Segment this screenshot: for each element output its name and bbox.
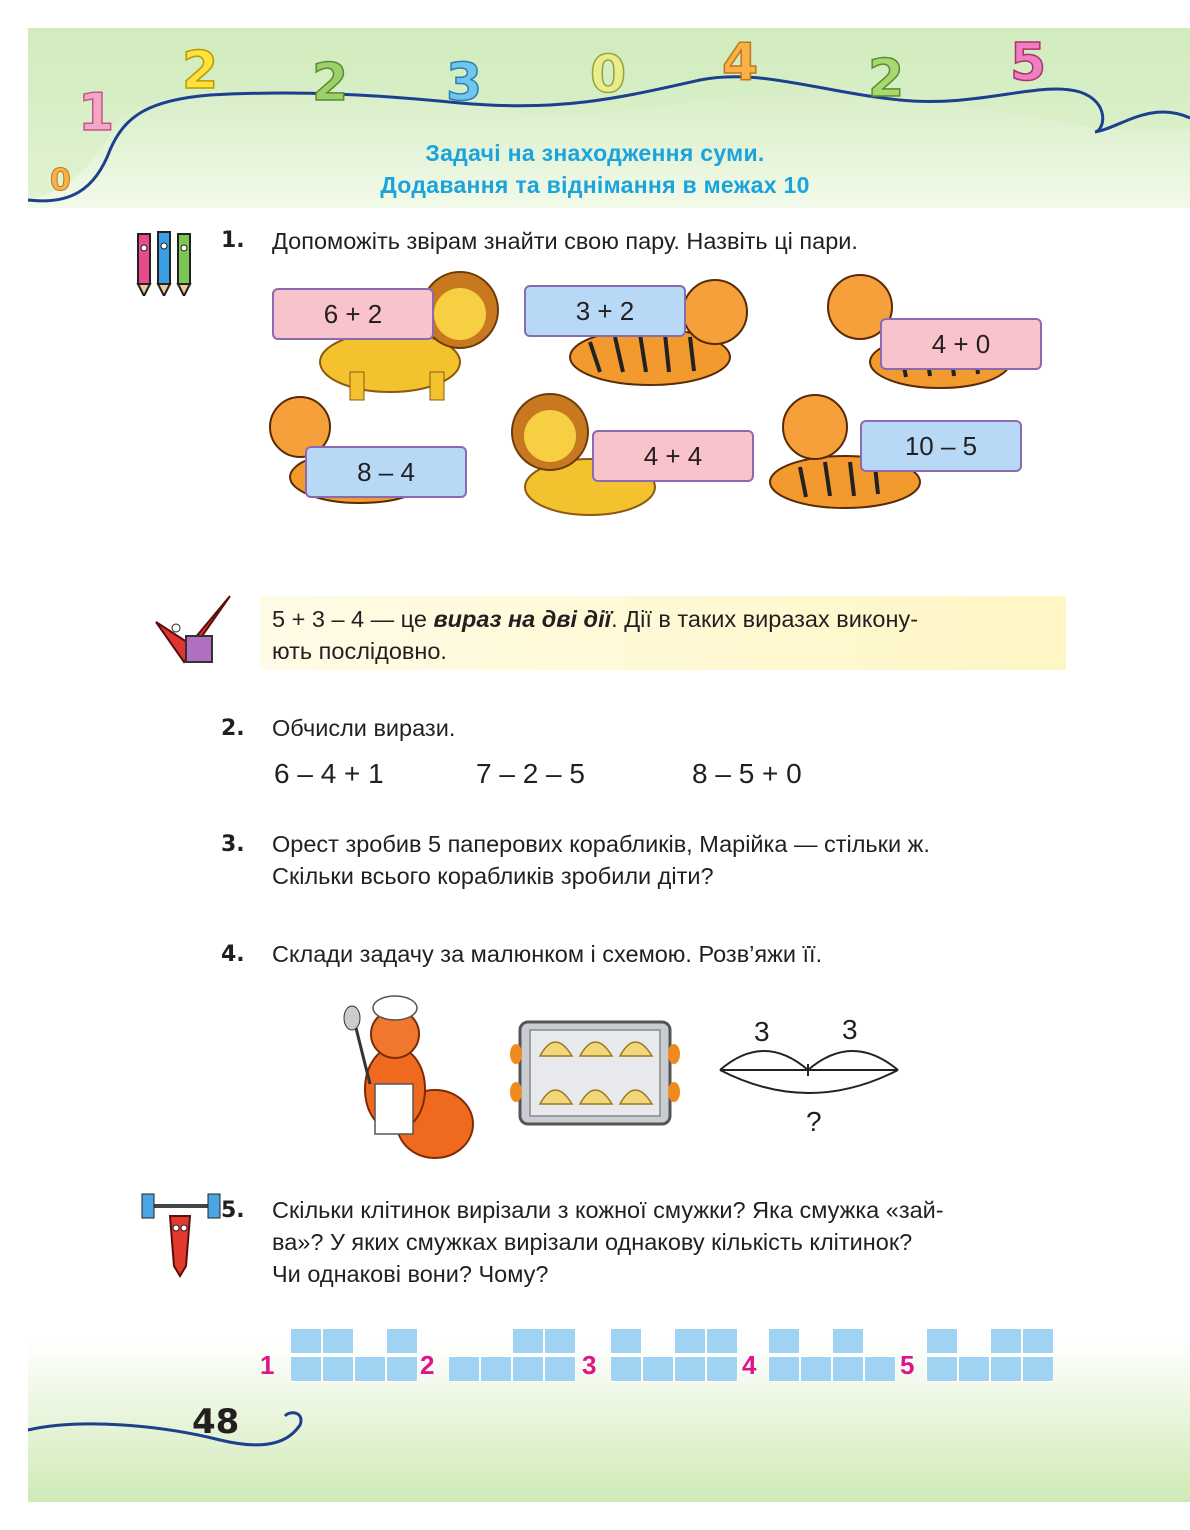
- baking-tray-illustration: [510, 1018, 680, 1128]
- svg-text:3: 3: [446, 53, 483, 113]
- strip-cell: [990, 1356, 1022, 1382]
- task3-line2: Скільки всього корабликів зробили діти?: [272, 863, 714, 889]
- strip-cell: [768, 1328, 800, 1354]
- rule-emphasis: вираз на дві дії: [433, 606, 612, 632]
- strip-cell: [926, 1328, 958, 1354]
- strip-cell: [674, 1328, 706, 1354]
- svg-text:2: 2: [312, 53, 349, 113]
- svg-text:0: 0: [50, 163, 71, 198]
- page-title-line1: Задачі на знаходження суми.: [425, 140, 765, 166]
- strip-cell: [544, 1356, 576, 1382]
- strip-cell: [322, 1356, 354, 1382]
- strip-cell: [610, 1356, 642, 1382]
- strip-cell: [674, 1356, 706, 1382]
- task3-line1: Орест зробив 5 паперових корабликів, Марійка — стільки ж.: [272, 831, 930, 857]
- strip-cell: [706, 1356, 738, 1382]
- strip-label: 1: [260, 1350, 275, 1380]
- strip-cell: [322, 1328, 354, 1354]
- task1-number: 1.: [221, 228, 245, 253]
- page-number: 48: [192, 1402, 240, 1442]
- page-title-line2: Додавання та віднімання в межах 10: [380, 172, 810, 198]
- card-4-plus-4: 4 + 4: [592, 430, 754, 482]
- task3-number: 3.: [221, 832, 245, 857]
- strip-cell: [768, 1356, 800, 1382]
- strip-cell: [706, 1328, 738, 1354]
- rule-text: [272, 603, 1062, 667]
- strip-cell: [512, 1328, 544, 1354]
- strip-cell: [512, 1356, 544, 1382]
- checkmark-mascot-icon: [146, 592, 236, 672]
- svg-text:5: 5: [1010, 33, 1047, 93]
- strip-cell: [926, 1356, 958, 1382]
- strip-cell: [290, 1356, 322, 1382]
- strip-cell: [832, 1328, 864, 1354]
- strip-cell: [610, 1328, 642, 1354]
- expression-3: 8 – 5 + 0: [692, 758, 802, 789]
- pencils-icon: [132, 226, 212, 296]
- strip-cell: [832, 1356, 864, 1382]
- task4-number: 4.: [221, 942, 245, 967]
- strip-cell: [1022, 1356, 1054, 1382]
- strip-cell: [990, 1328, 1022, 1354]
- strip-cell: [1022, 1328, 1054, 1354]
- svg-text:2: 2: [182, 41, 219, 101]
- card-6-plus-2: 6 + 2: [272, 288, 434, 340]
- strip-cell: [354, 1356, 386, 1382]
- strip-cell: [642, 1356, 674, 1382]
- svg-text:2: 2: [868, 49, 905, 109]
- fox-chef-illustration: [330, 994, 480, 1164]
- scheme-left-value: 3: [754, 1016, 770, 1047]
- scheme-total-value: ?: [806, 1106, 822, 1137]
- strip-label: 4: [742, 1350, 757, 1380]
- strip-cell: [448, 1356, 480, 1382]
- task2-text: Обчисли вирази.: [272, 715, 456, 741]
- task5-line1: Скільки клітинок вирізали з кожної смужки? Яка смужка «зай-: [272, 1197, 944, 1223]
- scheme-right-value: 3: [842, 1014, 858, 1045]
- strip-cell: [800, 1356, 832, 1382]
- strip-cell: [290, 1328, 322, 1354]
- expression-2: 7 – 2 – 5: [476, 758, 585, 789]
- svg-text:1: 1: [78, 83, 115, 143]
- strip-label: 5: [900, 1350, 915, 1380]
- task4-text: Склади задачу за малюнком і схемою. Розв’яжи її.: [272, 941, 823, 967]
- svg-text:4: 4: [722, 33, 759, 93]
- card-10-minus-5: 10 – 5: [860, 420, 1022, 472]
- rule-line1-tail: . Дії в таких виразах викону-: [611, 606, 919, 632]
- rule-line2: ють послідовно.: [272, 638, 447, 664]
- card-3-plus-2: 3 + 2: [524, 285, 686, 337]
- rule-prefix: 5 + 3 – 4 — це: [272, 606, 434, 632]
- strip-cell: [386, 1328, 418, 1354]
- strip-cell: [544, 1328, 576, 1354]
- weightlifter-pencil-icon: [138, 1186, 224, 1278]
- strip-label: 2: [420, 1350, 435, 1380]
- strip-cell: [480, 1356, 512, 1382]
- expression-1: 6 – 4 + 1: [274, 758, 384, 789]
- svg-text:0: 0: [590, 45, 627, 105]
- task2-number: 2.: [221, 716, 245, 741]
- task5-number: 5.: [221, 1198, 245, 1223]
- strip-cell: [386, 1356, 418, 1382]
- task1-text: Допоможіть звірам знайти свою пару. Назвіть ці пари.: [272, 228, 858, 254]
- strip-cell: [958, 1356, 990, 1382]
- card-4-plus-0: 4 + 0: [880, 318, 1042, 370]
- strip-cell: [864, 1356, 896, 1382]
- card-8-minus-4: 8 – 4: [305, 446, 467, 498]
- task5-line3: Чи однакові вони? Чому?: [272, 1261, 549, 1287]
- strip-label: 3: [582, 1350, 597, 1380]
- task5-line2: ва»? У яких смужках вирізали однакову кількість клітинок?: [272, 1229, 913, 1255]
